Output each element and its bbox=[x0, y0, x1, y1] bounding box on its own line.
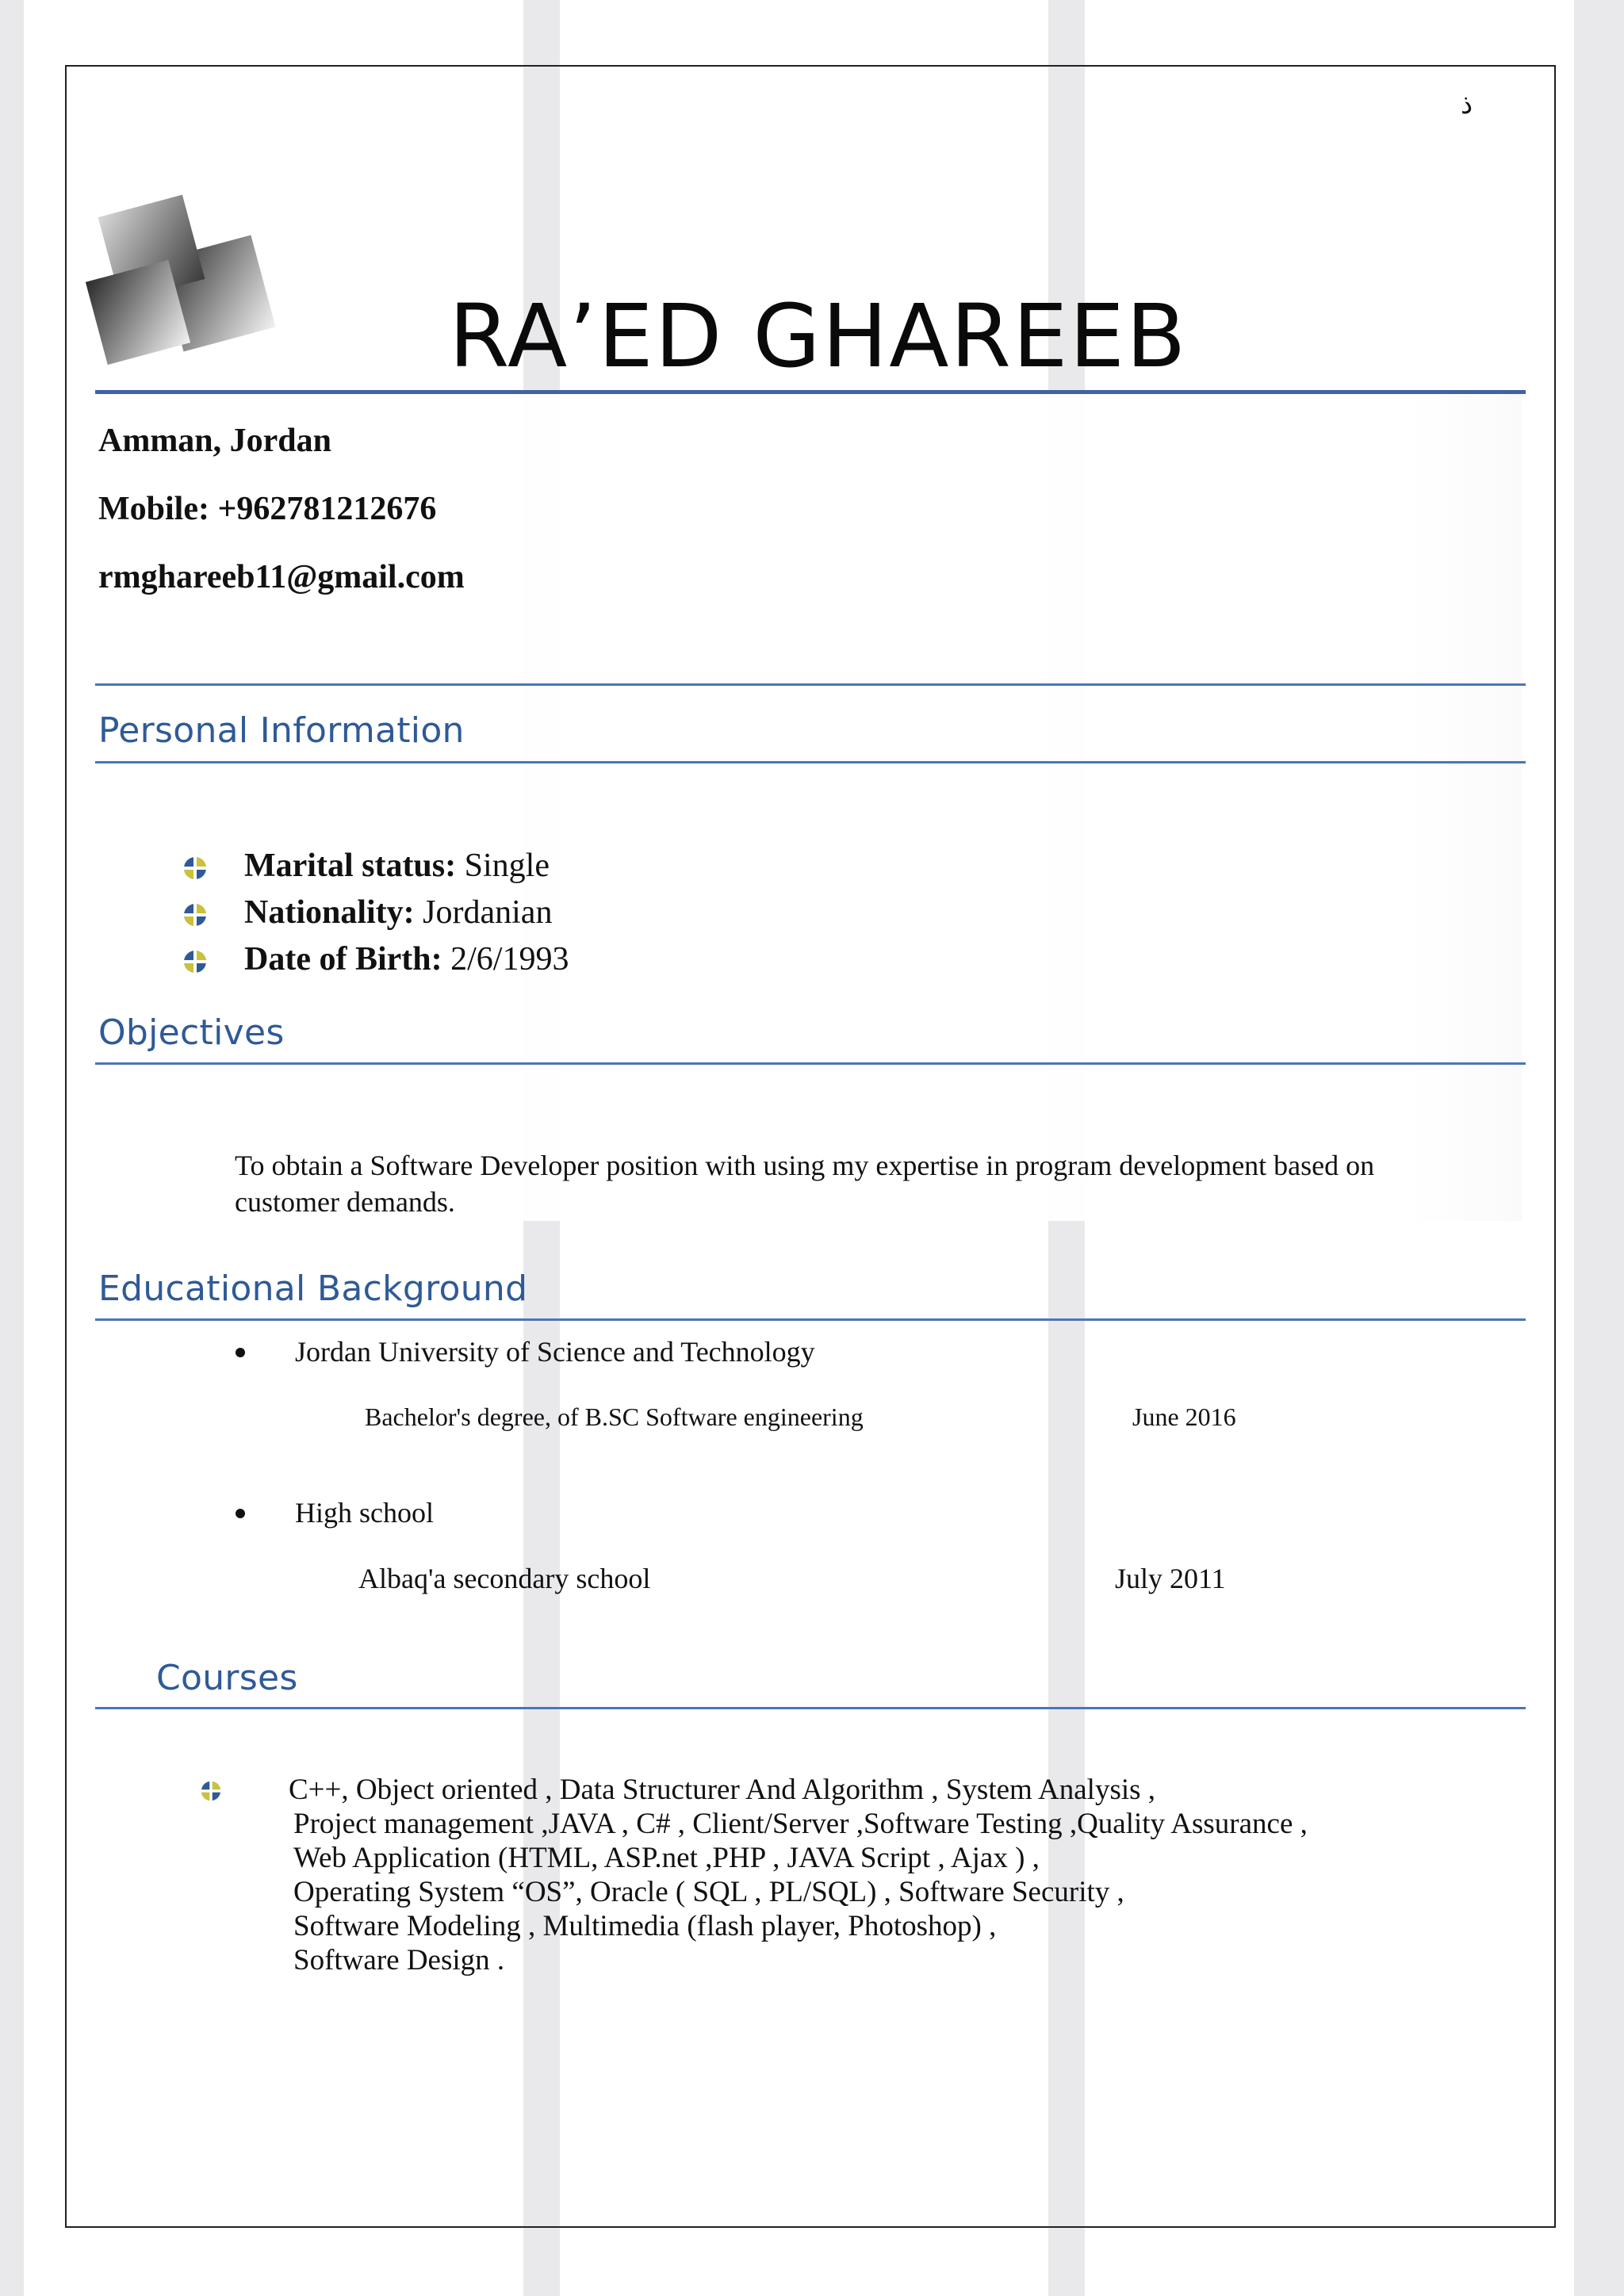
education-date: June 2016 bbox=[1132, 1402, 1236, 1431]
course-line: C++, Object oriented , Data Structurer And Algorithm , System Analysis , bbox=[289, 1774, 1156, 1806]
background-stripe bbox=[1574, 0, 1624, 2296]
field-value: Single bbox=[464, 848, 550, 884]
personal-marital-status bbox=[244, 847, 550, 885]
field-value: 2/6/1993 bbox=[450, 941, 569, 978]
crosshair-bullet-icon bbox=[183, 903, 207, 927]
candidate-name: RA’ED GHAREEB bbox=[449, 285, 1188, 387]
field-label: Marital status: bbox=[244, 848, 457, 884]
course-line: Software Modeling , Multimedia (flash player, Photoshop) , bbox=[293, 1910, 997, 1942]
course-line: Software Design . bbox=[293, 1944, 505, 1976]
contact-email: rmghareeb11@gmail.com bbox=[98, 559, 465, 595]
course-line: Operating System “OS”, Oracle ( SQL , PL/SQL) , Software Security , bbox=[293, 1876, 1124, 1908]
course-line: Project management ,JAVA , C# , Client/Server ,Software Testing ,Quality Assurance , bbox=[293, 1808, 1308, 1840]
education-institution: Jordan University of Science and Technology bbox=[295, 1336, 815, 1368]
field-label: Date of Birth: bbox=[244, 941, 442, 978]
personal-date-of-birth bbox=[244, 940, 569, 978]
education-date: July 2011 bbox=[1115, 1563, 1226, 1594]
education-school: Albaq'a secondary school bbox=[358, 1563, 651, 1594]
contact-mobile: Mobile: +962781212676 bbox=[98, 491, 437, 527]
personal-nationality bbox=[244, 894, 552, 932]
section-underline bbox=[95, 761, 1526, 763]
section-title-personal: Personal Information bbox=[98, 710, 465, 751]
background-stripe bbox=[0, 0, 24, 2296]
field-value: Jordanian bbox=[423, 894, 553, 931]
logo-squares-icon bbox=[86, 190, 284, 381]
bullet-dot bbox=[236, 1348, 245, 1357]
bullet-dot bbox=[236, 1509, 245, 1518]
section-underline bbox=[95, 1062, 1526, 1065]
corner-mark: ذ bbox=[1461, 89, 1473, 121]
section-underline bbox=[95, 1318, 1526, 1321]
name-underline bbox=[95, 390, 1526, 394]
section-title-objectives: Objectives bbox=[98, 1012, 285, 1053]
education-degree: Bachelor's degree, of B.SC Software engineering bbox=[365, 1402, 864, 1431]
section-title-courses: Courses bbox=[156, 1658, 298, 1698]
section-title-education: Educational Background bbox=[98, 1269, 528, 1309]
objective-text: To obtain a Software Developer position with using my expertise in program development based on customer demands. bbox=[235, 1150, 1375, 1218]
crosshair-bullet-icon bbox=[183, 950, 207, 974]
section-divider bbox=[95, 683, 1526, 686]
section-underline bbox=[95, 1707, 1526, 1709]
education-institution: High school bbox=[295, 1497, 434, 1529]
crosshair-bullet-icon bbox=[183, 856, 207, 880]
course-line: Web Application (HTML, ASP.net ,PHP , JAVA Script , Ajax ) , bbox=[293, 1842, 1040, 1874]
crosshair-bullet-icon bbox=[201, 1781, 221, 1801]
field-label: Nationality: bbox=[244, 894, 415, 931]
contact-address: Amman, Jordan bbox=[98, 423, 332, 459]
